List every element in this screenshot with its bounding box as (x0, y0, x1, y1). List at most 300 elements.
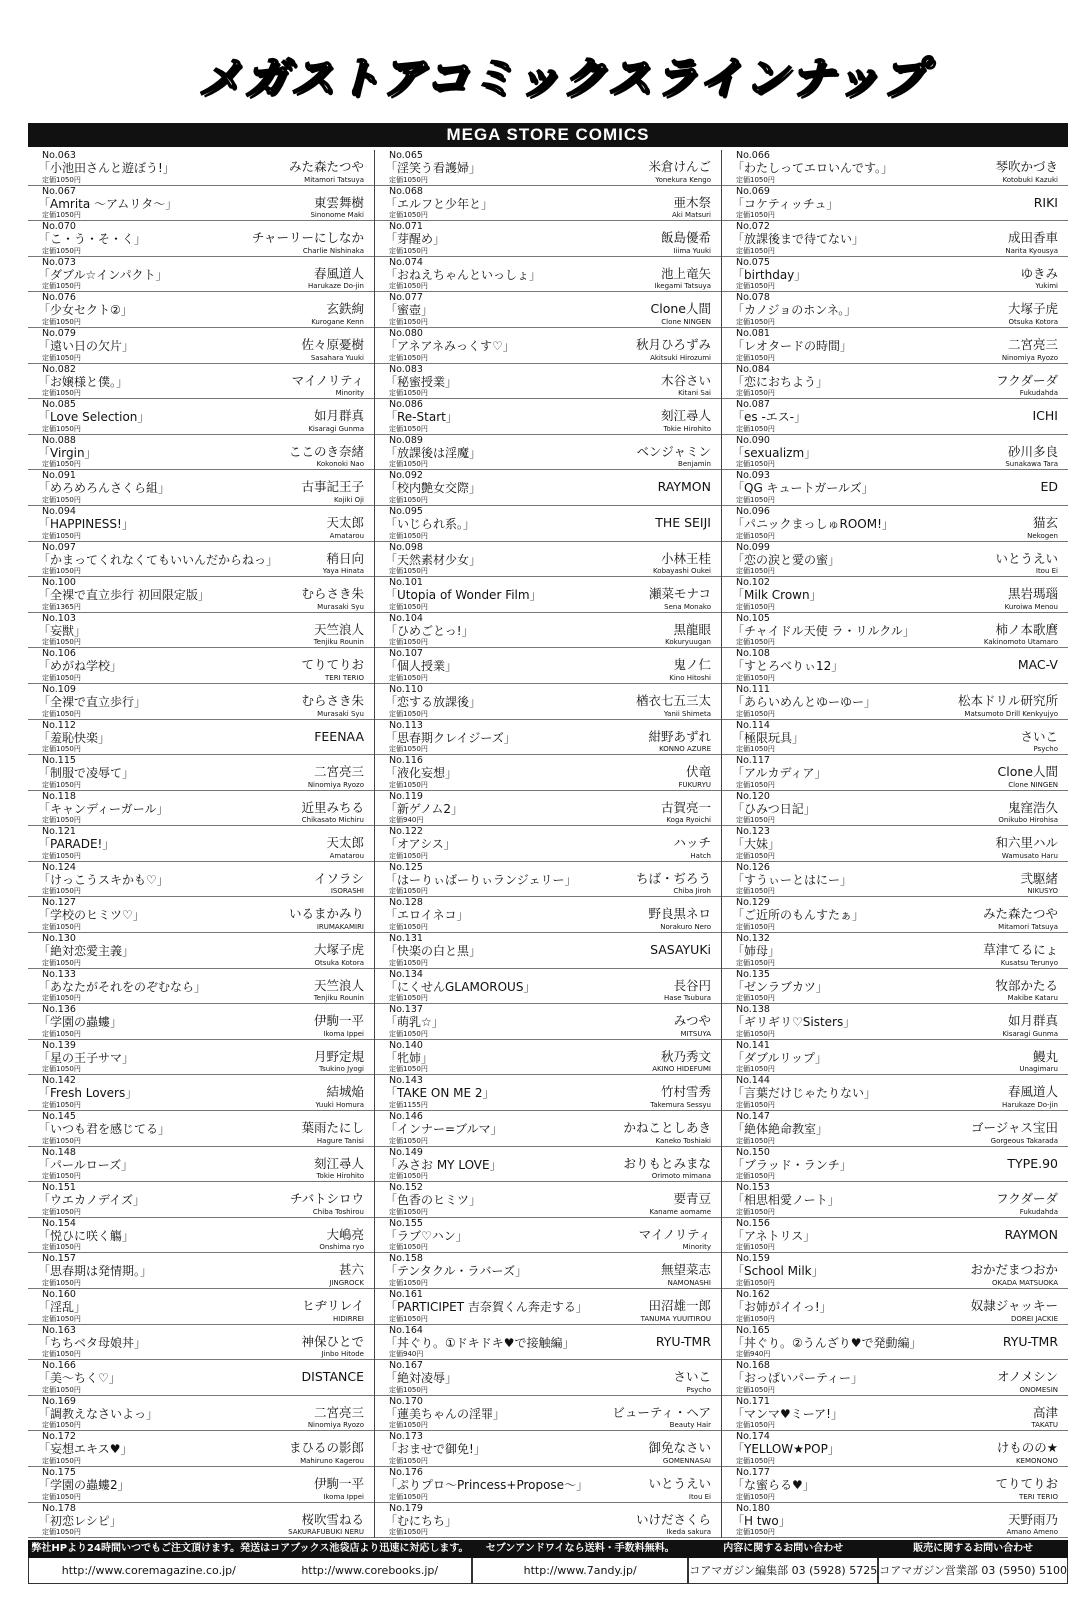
comic-author-romaji: Murasaki Syu (317, 602, 364, 611)
comic-price: 定価1050円 (389, 1029, 428, 1038)
comic-entry (722, 969, 1068, 1005)
comic-title: 「ダブルリップ」 (732, 1050, 828, 1065)
comic-number: No.081 (736, 327, 770, 339)
comic-title: 「お嬢様と僕。」 (38, 374, 129, 389)
comic-author: 玄鉄絢 (326, 301, 364, 317)
comic-title: 「天然素材少女」 (385, 552, 482, 567)
comic-price: 定価1050円 (389, 780, 428, 789)
comic-price: 定価1050円 (736, 1065, 775, 1074)
comic-author-romaji: Norakuro Nero (660, 923, 711, 932)
comic-title: 「おっぱいパーティー」 (732, 1371, 864, 1386)
comic-number: No.134 (389, 968, 423, 980)
footer-content-head: 内容に関するお問い合わせ (688, 1540, 878, 1558)
comic-title: 「恋におちよう」 (732, 374, 829, 389)
comic-entry (28, 969, 374, 1005)
comic-author: かねことしあき (623, 1120, 711, 1136)
comic-price: 定価1050円 (42, 958, 81, 967)
comic-author-romaji: Yonekura Kengo (655, 175, 711, 184)
comic-author-romaji: Tenjiku Rounin (313, 638, 364, 647)
comic-price: 定価940円 (389, 816, 424, 825)
comic-entry (375, 1431, 721, 1467)
comic-author-romaji: Kakinomoto Utamaro (983, 638, 1058, 647)
comic-price: 定価1050円 (42, 638, 81, 647)
comic-author-romaji: ONOMESIN (1019, 1385, 1058, 1394)
comic-entry (722, 435, 1068, 471)
comic-author-romaji: Itou Ei (688, 1492, 711, 1501)
comic-number: No.106 (42, 648, 76, 660)
comic-title: 「sexualizm」 (732, 445, 817, 460)
comic-author: ちば・ぢろう (635, 870, 711, 886)
comic-title: 「極限玩具」 (732, 730, 805, 745)
comic-title: 「かまってくれなくてもいいんだからねっ」 (38, 552, 279, 567)
footer-content-contact (688, 1540, 878, 1586)
comic-author: 伊駒一平 (313, 1475, 364, 1491)
comic-author: むらさき朱 (301, 692, 364, 708)
comic-price: 定価1050円 (42, 887, 81, 896)
comic-entry (722, 1289, 1068, 1325)
comic-entry (722, 1253, 1068, 1289)
comic-title: 「Amrita ～アムリタ～」 (38, 196, 178, 211)
comic-entry (375, 720, 721, 756)
comic-number: No.176 (389, 1466, 423, 1478)
comic-author-romaji: Yuuki Homura (315, 1101, 364, 1110)
comic-number: No.153 (736, 1182, 770, 1194)
comic-author-romaji: Takemura Sessyu (650, 1101, 711, 1110)
comic-number: No.164 (389, 1324, 423, 1336)
comic-author-romaji: Kisaragi Gunma (1002, 1029, 1058, 1038)
comic-title: 「Love Selection」 (38, 410, 150, 425)
comic-number: No.077 (389, 292, 423, 304)
comic-author: 無望菜志 (660, 1262, 711, 1278)
comic-number: No.170 (389, 1395, 423, 1407)
comic-title: 「マンマ♥ミーア!」 (732, 1406, 843, 1421)
comic-title: 「快楽の白と黒」 (385, 944, 482, 959)
comic-entry (375, 1360, 721, 1396)
comic-title: 「こ・う・そ・く」 (38, 232, 147, 247)
comic-number: No.142 (42, 1075, 76, 1087)
comic-title: 「テンタクル・ラバーズ」 (385, 1264, 527, 1279)
comic-number: No.071 (389, 221, 423, 233)
comic-price: 定価1050円 (42, 1136, 81, 1145)
comic-title: 「ひみつ日記」 (732, 801, 816, 816)
comic-price: 定価1050円 (42, 211, 81, 220)
footer-sales-contact (878, 1540, 1068, 1586)
comic-number: No.086 (389, 399, 423, 411)
comic-number: No.092 (389, 470, 423, 482)
comic-author-romaji: TERI TERIO (1019, 1492, 1058, 1501)
comic-entry (722, 470, 1068, 506)
comic-title: 「制服で凌辱て」 (38, 766, 135, 781)
comic-entry (375, 1182, 721, 1218)
footer-order-note: 弊社HPより24時間いつでもご注文頂けます。発送はコアブックス池袋店より迅速に対応します。 (28, 1540, 472, 1558)
comic-author-romaji: NIKUSYO (1027, 887, 1058, 896)
comic-price: 定価1050円 (42, 780, 81, 789)
comics-grid (28, 150, 1068, 1538)
comic-author-romaji: Sunakawa Tara (1005, 460, 1058, 469)
comic-author-romaji: Kitani Sai (678, 389, 711, 398)
comic-number: No.078 (736, 292, 770, 304)
comic-price: 定価1050円 (736, 602, 775, 611)
comic-number: No.108 (736, 648, 770, 660)
comic-number: No.069 (736, 185, 770, 197)
comic-price: 定価1050円 (736, 1243, 775, 1252)
comic-entry (28, 1253, 374, 1289)
comic-entry (722, 684, 1068, 720)
comic-entry (28, 435, 374, 471)
comic-entry (375, 1218, 721, 1254)
comic-entry (375, 506, 721, 542)
comic-title: 「淫乱」 (38, 1300, 87, 1314)
comic-author: 近里みちる (301, 799, 364, 815)
comic-number: No.139 (42, 1039, 76, 1051)
comic-author: 池上竜矢 (660, 265, 711, 281)
comic-author-romaji: Kino Hitoshi (669, 673, 711, 682)
comic-price: 定価1050円 (389, 282, 428, 291)
comic-entry (375, 1253, 721, 1289)
comic-entry (28, 1111, 374, 1147)
comic-author: 小林王桂 (660, 550, 711, 566)
comic-entry (375, 897, 721, 933)
comic-price: 定価1050円 (736, 317, 775, 326)
comic-title: 「絶対恋愛主義」 (38, 944, 135, 959)
comic-author: 稍日向 (326, 550, 364, 566)
comic-number: No.120 (736, 790, 770, 802)
comic-price: 定価1050円 (42, 567, 81, 576)
comic-author-romaji: Minority (335, 389, 364, 398)
comic-author-romaji: Hagure Tanisi (316, 1136, 364, 1145)
comic-entry (722, 1360, 1068, 1396)
comic-number: No.119 (389, 790, 423, 802)
comic-author: 亜木祭 (673, 194, 711, 210)
comic-number: No.167 (389, 1360, 423, 1372)
comic-author: オノメシン (997, 1369, 1058, 1385)
comic-author: 桜吹雪ねる (301, 1511, 364, 1527)
comic-number: No.127 (42, 897, 76, 909)
comic-price: 定価1050円 (736, 1492, 775, 1501)
comic-price: 定価1050円 (42, 1456, 81, 1465)
comic-author: 米倉けんご (648, 159, 711, 174)
comic-author-romaji: Otsuka Kotora (1008, 317, 1058, 326)
comic-author: RYU-TMR (655, 1333, 711, 1349)
comic-title: 「ひめごとっ!」 (385, 623, 474, 638)
comic-entry (28, 1396, 374, 1432)
comic-author-romaji: Murasaki Syu (317, 709, 364, 718)
comic-price: 定価1050円 (389, 460, 428, 469)
comic-author: ベンジャミン (636, 443, 711, 459)
comic-author-romaji: Otsuka Kotora (314, 958, 364, 967)
comic-entry (375, 684, 721, 720)
comic-number: No.096 (736, 505, 770, 517)
comic-title: 「思春期クレイジーズ」 (385, 730, 516, 745)
comic-price: 定価1050円 (736, 1456, 775, 1465)
comic-author: 天野雨乃 (1007, 1511, 1058, 1527)
comic-price: 定価1050円 (42, 1492, 81, 1501)
comic-title: 「言葉だけじゃたりない」 (732, 1086, 877, 1101)
comic-author: マイノリティ (638, 1226, 711, 1242)
comic-price: 定価1050円 (42, 851, 81, 860)
comic-author-romaji: Unagimaru (1019, 1065, 1058, 1074)
comic-author: 瀬菜モナコ (648, 586, 711, 602)
comic-price: 定価1050円 (42, 1421, 81, 1430)
comic-number: No.095 (389, 505, 423, 517)
comic-price: 定価1050円 (736, 638, 775, 647)
comic-entry (28, 328, 374, 364)
comic-title: 「School Milk」 (732, 1264, 824, 1279)
7andy-link[interactable]: http://www.7andy.jp/ (472, 1558, 689, 1584)
comic-author: 成田香車 (1007, 230, 1058, 246)
comic-author: 大塚子虎 (313, 942, 364, 958)
comic-price: 定価1050円 (42, 1314, 81, 1323)
comic-number: No.131 (389, 933, 423, 945)
comic-author-romaji: Kurogane Kenn (311, 317, 364, 326)
comic-number: No.066 (736, 150, 770, 161)
comic-entry (28, 257, 374, 293)
comic-author-romaji: Kuroiwa Menou (1004, 602, 1058, 611)
comic-author: いとうえい (648, 1475, 711, 1491)
comic-entry (722, 1503, 1068, 1539)
comic-entry (375, 364, 721, 400)
comic-title: 「アネアネみっくす♡」 (385, 338, 515, 353)
comic-author-romaji: Chiba Toshirou (312, 1207, 364, 1216)
comic-number: No.101 (389, 577, 423, 589)
comic-author: てりてりお (995, 1475, 1058, 1491)
comic-number: No.115 (42, 755, 76, 767)
comic-entry (722, 862, 1068, 898)
comic-title: 「エロイネコ」 (385, 908, 469, 923)
comic-author: 秋乃秀文 (660, 1048, 711, 1064)
comic-title: 「羞恥快楽」 (38, 730, 111, 745)
comic-price: 定価1050円 (389, 567, 428, 576)
comic-title: 「絶体絶命教室」 (732, 1122, 829, 1137)
comic-title: 「淫笑う看護婦」 (385, 161, 482, 175)
comic-author-romaji: Onshima ryo (319, 1243, 364, 1252)
comic-author-romaji: Kojiki Oji (333, 495, 364, 504)
comic-author-romaji: Chiba Jiroh (673, 887, 711, 896)
comic-price: 定価1050円 (389, 1385, 428, 1394)
comic-title: 「ギリギリ♡Sisters」 (732, 1015, 856, 1030)
comic-author-romaji: Kisaragi Gunma (308, 424, 364, 433)
comic-entry (375, 470, 721, 506)
comic-title: 「ご近所のもんすたぁ」 (732, 908, 865, 923)
comic-title: 「PARTICIPET 吉奈賀くん奔走する」 (385, 1300, 588, 1314)
comic-title: 「妄獣」 (38, 623, 87, 638)
comic-entry (375, 933, 721, 969)
comic-entry (722, 186, 1068, 222)
comic-author: みつや (673, 1013, 711, 1029)
comic-number: No.177 (736, 1466, 770, 1478)
comic-price: 定価1050円 (389, 1065, 428, 1074)
comic-entry (722, 364, 1068, 400)
comic-author: さいこ (673, 1369, 711, 1385)
comic-price: 定価1050円 (42, 1172, 81, 1181)
comic-entry (375, 791, 721, 827)
comic-number: No.104 (389, 612, 423, 624)
comic-number: No.154 (42, 1217, 76, 1229)
corebooks-link[interactable]: http://www.corebooks.jp/ (301, 1564, 439, 1577)
comic-author-romaji: Mahiruno Kagerou (300, 1456, 364, 1465)
comic-author-romaji: JINGROCK (329, 1279, 364, 1287)
comic-title: 「ウエカノデイズ」 (38, 1193, 146, 1208)
comic-entry (722, 1325, 1068, 1361)
comic-author: 御免なさい (648, 1440, 711, 1456)
comic-title: 「少女セクト②」 (38, 303, 133, 318)
comic-entry (28, 1325, 374, 1361)
comic-author-romaji: Ikoma Ippei (323, 1029, 364, 1038)
comic-author: RYU-TMR (1002, 1333, 1058, 1349)
comic-price: 定価1050円 (389, 638, 428, 647)
comic-title: 「絶対凌辱」 (385, 1371, 458, 1386)
comic-entry (28, 826, 374, 862)
comic-author-romaji: AKINO HIDEFUMI (652, 1065, 711, 1074)
comic-author-romaji: MITSUYA (680, 1029, 711, 1038)
comic-author-romaji: Aki Matsuri (672, 211, 711, 220)
comic-price: 定価1050円 (42, 745, 81, 754)
comic-author: 春風道人 (313, 265, 364, 281)
comic-price: 定価1050円 (389, 1421, 428, 1430)
comic-author: MAC-V (1017, 657, 1058, 673)
comic-entry (375, 435, 721, 471)
comic-price: 定価1050円 (42, 1029, 81, 1038)
comic-entry (722, 328, 1068, 364)
comic-author-romaji: FUKURYU (678, 780, 711, 789)
comic-title: 「めがね学校」 (38, 659, 123, 674)
comic-entry (28, 1075, 374, 1111)
comic-author: ICHI (1032, 408, 1058, 424)
comic-entry (28, 364, 374, 400)
comic-title: 「芽醒め」 (385, 232, 446, 247)
comic-title: 「オアシス」 (385, 837, 456, 852)
comic-author: 甚六 (338, 1262, 364, 1278)
comic-price: 定価1050円 (389, 317, 428, 326)
comic-author: RAYMON (1004, 1226, 1058, 1242)
comic-entry (28, 1147, 374, 1183)
comic-title: 「思春期は発情期。」 (38, 1264, 153, 1279)
comic-number: No.165 (736, 1324, 770, 1336)
comic-title: 「エルフと少年と」 (385, 196, 494, 211)
coremagazine-link[interactable]: http://www.coremagazine.co.jp/ (61, 1564, 236, 1577)
comic-author-romaji: Beauty Hair (669, 1421, 711, 1430)
comic-author-romaji: Hase Tsubura (664, 994, 711, 1003)
comic-author: 二宮亮三 (1007, 336, 1058, 352)
comic-price: 定価1050円 (389, 1492, 428, 1501)
comic-title: 「H two」 (732, 1513, 791, 1528)
comic-number: No.079 (42, 327, 76, 339)
comic-price: 定価1050円 (736, 460, 775, 469)
comic-author-romaji: Kaname aomame (649, 1207, 711, 1216)
comic-author: 二宮亮三 (313, 764, 364, 780)
comic-author-romaji: Mitamori Tatsuya (304, 175, 364, 184)
comic-price: 定価1050円 (736, 211, 775, 220)
comic-author: 黒岩瑪瑙 (1007, 586, 1058, 602)
column-3 (722, 150, 1068, 1538)
comic-number: No.065 (389, 150, 423, 161)
comic-price: 定価1050円 (736, 495, 775, 504)
comic-entry (375, 221, 721, 257)
comic-number: No.141 (736, 1039, 770, 1051)
section-header: MEGA STORE COMICS (28, 123, 1068, 147)
comic-entry (722, 1111, 1068, 1147)
comic-author: ハッチ (673, 835, 711, 851)
comic-author: フクダーダ (996, 1191, 1058, 1207)
comic-entry (28, 221, 374, 257)
comic-number: No.072 (736, 221, 770, 233)
comic-author-romaji: Ikeda sakura (666, 1528, 711, 1537)
comic-author-romaji: Harukaze Do-jin (1002, 1101, 1058, 1110)
comic-entry (722, 720, 1068, 756)
comic-number: No.088 (42, 434, 76, 446)
comic-author: 刻江尋人 (660, 408, 711, 424)
comic-price: 定価1050円 (389, 1243, 428, 1252)
comic-number: No.158 (389, 1253, 423, 1265)
footer-seven-note: セブンアンドワイなら送料・手数料無料。 (472, 1540, 689, 1558)
comic-author: まひるの影郎 (288, 1440, 364, 1456)
comic-price: 定価1050円 (42, 531, 81, 540)
comic-price: 定価1050円 (736, 282, 775, 291)
comic-price: 定価1050円 (736, 1029, 775, 1038)
comic-entry (28, 1431, 374, 1467)
comic-author-romaji: Onikubo Hirohisa (998, 816, 1058, 825)
comic-number: No.080 (389, 327, 423, 339)
comic-author-romaji: KONNO AZURE (659, 745, 711, 754)
comic-author-romaji: Jinbo Hitode (321, 1350, 364, 1359)
comic-entry (28, 577, 374, 613)
comic-author: 月野定規 (313, 1048, 364, 1064)
comic-entry (722, 292, 1068, 328)
comic-entry (375, 1503, 721, 1539)
comic-entry (375, 755, 721, 791)
comic-entry (28, 720, 374, 756)
comic-author-romaji: DOREI JACKIE (1010, 1314, 1058, 1323)
comic-author-romaji: Ikoma Ippei (323, 1492, 364, 1501)
comic-author-romaji: Ikegami Tatsuya (654, 282, 711, 291)
comic-number: No.180 (736, 1502, 770, 1514)
footer (28, 1540, 1068, 1586)
comic-author: 秋月ひろずみ (635, 336, 711, 352)
page-title: メガストアコミックスラインナップ (198, 53, 927, 104)
comic-number: No.070 (42, 221, 76, 233)
comic-number: No.166 (42, 1360, 76, 1372)
comic-number: No.122 (389, 826, 423, 838)
comic-author: 弐駆緒 (1020, 870, 1058, 886)
comic-author: むらさき朱 (301, 586, 364, 602)
comic-title: 「アネトリス」 (732, 1228, 816, 1243)
comic-title: 「学校のヒミツ♡」 (38, 908, 145, 923)
comic-price: 定価1050円 (42, 1350, 81, 1359)
comic-number: No.116 (389, 755, 423, 767)
comic-price: 定価1050円 (736, 780, 775, 789)
comic-author: ビューティ・ヘア (612, 1404, 711, 1420)
comic-author-romaji: Makibe Kataru (1007, 994, 1058, 1003)
comic-title: 「学園の蟲螻」 (38, 1015, 123, 1030)
comic-author-romaji: Tokie Hirohito (663, 424, 711, 433)
comic-author: 黒龍眼 (673, 621, 711, 637)
comic-number: No.099 (736, 541, 770, 553)
comic-entry (722, 791, 1068, 827)
comic-author: 伊駒一平 (313, 1013, 364, 1029)
comic-title: 「はーりぃばーりぃランジェリー」 (385, 872, 577, 887)
comic-author: いとうえい (995, 550, 1058, 566)
comic-entry (28, 1503, 374, 1539)
comic-author: 神保ひとで (301, 1333, 364, 1349)
comic-number: No.135 (736, 968, 770, 980)
comic-title: 「あなたがそれをのぞむなら」 (38, 979, 207, 994)
comic-price: 定価1050円 (736, 851, 775, 860)
comic-author-romaji: TANUMA YUUITIROU (640, 1314, 711, 1323)
comic-author: いるまかみり (288, 906, 364, 922)
comic-number: No.089 (389, 434, 423, 446)
comic-number: No.150 (736, 1146, 770, 1158)
comic-entry (28, 648, 374, 684)
